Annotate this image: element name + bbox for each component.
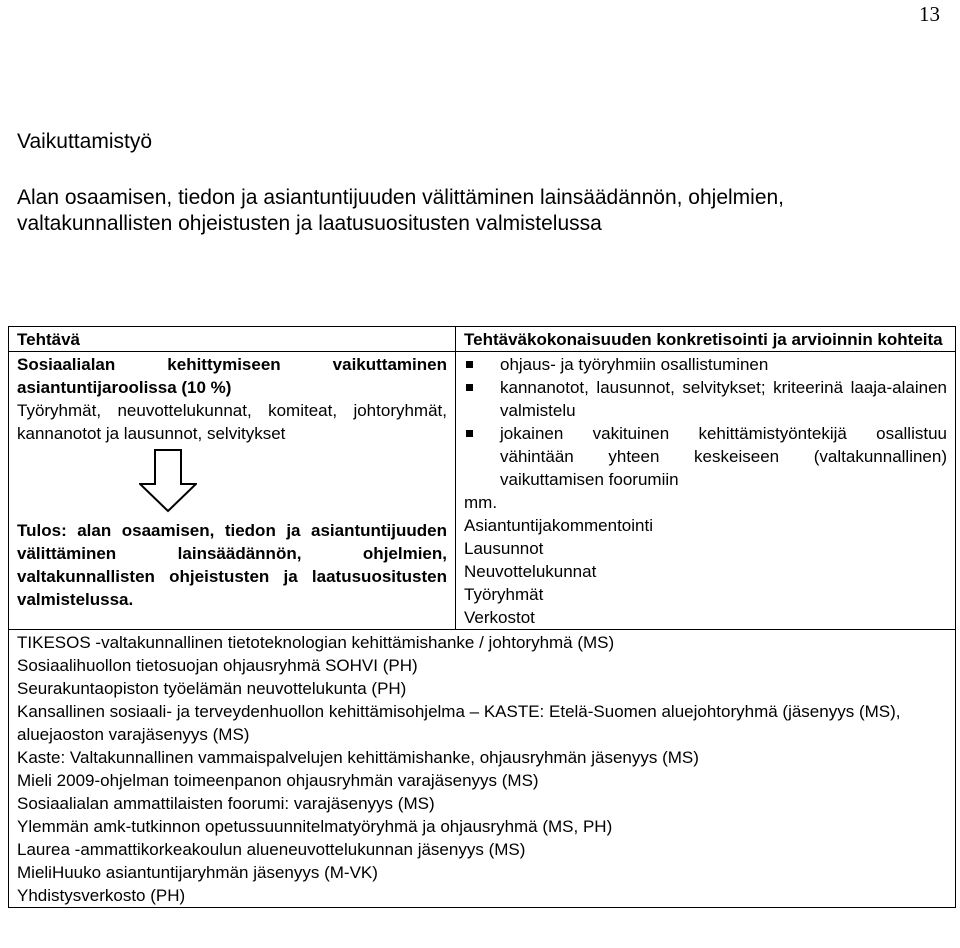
intro-text bbox=[17, 185, 947, 237]
mm-item: Verkostot bbox=[464, 608, 535, 627]
table-bottom-row bbox=[9, 630, 956, 908]
bottom-line: Kaste: Valtakunnallinen vammaispalvelujen kehittämishanke, ohjausryhmän jäsenyys (MS) bbox=[17, 748, 699, 767]
bottom-line: TIKESOS -valtakunnallinen tietoteknologian kehittämishanke / johtoryhmä (MS) bbox=[17, 633, 615, 652]
task-description: Työryhmät, neuvottelukunnat, komiteat, johtoryhmät, kannanotot ja lausunnot, selvitykset bbox=[17, 401, 447, 443]
bottom-line: Kansallinen sosiaali- ja terveydenhuollon kehittämisohjelma – KASTE: Etelä-Suomen aluejohtoryhmä (jäsenyys (MS), aluejaoston varajäsenyys (MS) bbox=[17, 702, 901, 744]
left-header: Tehtävä bbox=[9, 327, 456, 352]
bottom-line: Laurea -ammattikorkeakoulun alueneuvottelukunnan jäsenyys (MS) bbox=[17, 840, 526, 859]
section-title: Vaikuttamistyö bbox=[17, 130, 152, 153]
bottom-line: Mieli 2009-ohjelman toimeenpanon ohjausryhmän varajäsenyys (MS) bbox=[17, 771, 539, 790]
mm-item: Neuvottelukunnat bbox=[464, 562, 597, 581]
bottom-line: Seurakuntaopiston työelämän neuvottelukunta (PH) bbox=[17, 679, 407, 698]
table-content-row bbox=[9, 352, 956, 630]
bullet-item: jokainen vakituinen kehittämistyöntekijä osallistuu vähintään yhteen keskeiseen (valtakunnallinen) vaikuttamisen foorumiin bbox=[464, 422, 947, 491]
details-cell bbox=[456, 352, 956, 630]
mm-label: mm. bbox=[464, 493, 498, 512]
bottom-line: Yhdistysverkosto (PH) bbox=[17, 886, 186, 905]
intro-line: valtakunnallisten ohjeistusten ja laatusuositusten valmistelussa bbox=[17, 212, 602, 235]
bullet-item: kannanotot, lausunnot, selvitykset; kriteerinä laaja-alainen valmistelu bbox=[464, 376, 947, 422]
mm-item: Työryhmät bbox=[464, 585, 544, 604]
page-number: 13 bbox=[919, 2, 940, 26]
right-header: Tehtäväkokonaisuuden konkretisointi ja arvioinnin kohteita bbox=[456, 327, 956, 352]
task-cell bbox=[9, 352, 456, 630]
mm-item: Asiantuntijakommentointi bbox=[464, 516, 653, 535]
mm-item: Lausunnot bbox=[464, 539, 544, 558]
bottom-line: Sosiaalialan ammattilaisten foorumi: varajäsenyys (MS) bbox=[17, 794, 435, 813]
bottom-list-cell bbox=[9, 630, 956, 908]
bullet-list bbox=[464, 353, 947, 491]
intro-line: Alan osaamisen, tiedon ja asiantuntijuuden välittäminen lainsäädännön, ohjelmien, bbox=[17, 186, 785, 209]
bottom-line: Ylemmän amk-tutkinnon opetussuunnitelmatyöryhmä ja ohjausryhmä (MS, PH) bbox=[17, 817, 613, 836]
task-table bbox=[8, 326, 956, 908]
bottom-line: MieliHuuko asiantuntijaryhmän jäsenyys (M-VK) bbox=[17, 863, 378, 882]
bottom-line: Sosiaalihuollon tietosuojan ohjausryhmä SOHVI (PH) bbox=[17, 656, 418, 675]
task-title: Sosiaalialan kehittymiseen vaikuttaminen asiantuntijaroolissa (10 %) bbox=[17, 355, 447, 397]
down-arrow-icon bbox=[17, 449, 447, 519]
table-header-row bbox=[9, 327, 956, 352]
bullet-item: ohjaus- ja työryhmiin osallistuminen bbox=[464, 353, 947, 376]
result-text: Tulos: alan osaamisen, tiedon ja asiantuntijuuden välittäminen lainsäädännön, ohjelmien, valtakunnallisten ohjeistusten ja laatusuositusten valmistelussa. bbox=[17, 521, 447, 609]
